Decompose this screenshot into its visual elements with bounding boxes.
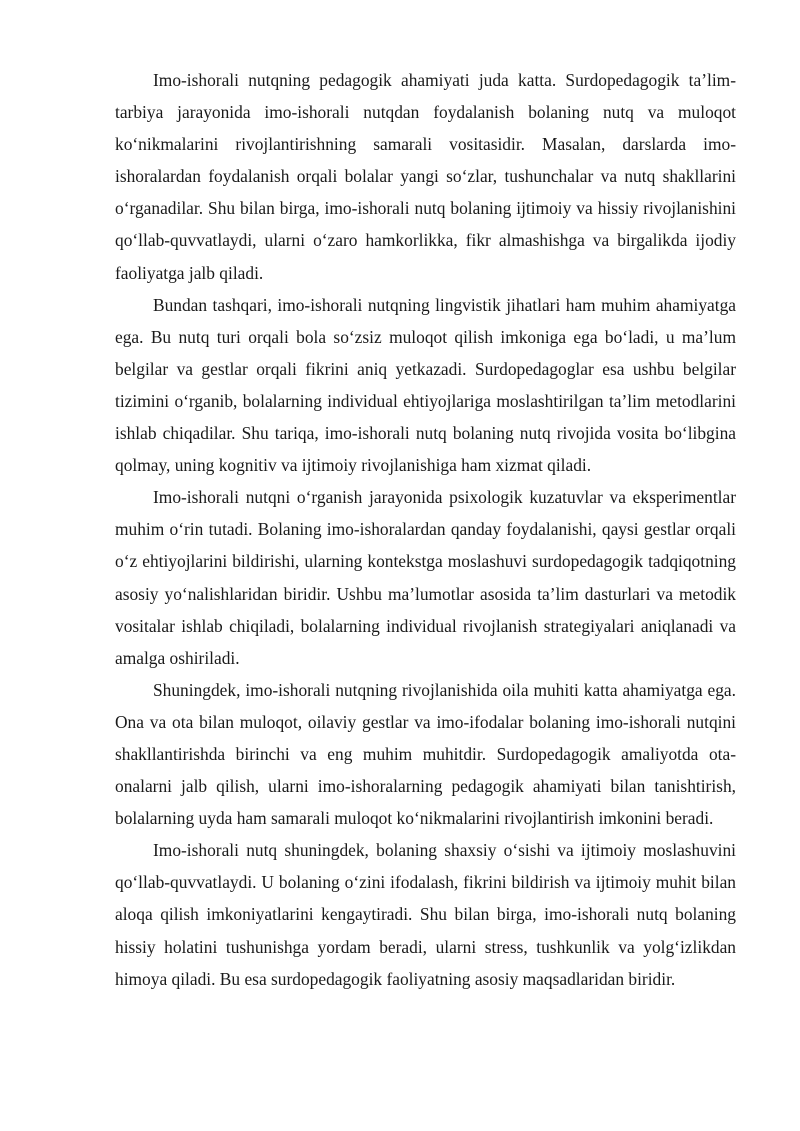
paragraph-4: Shuningdek, imo-ishorali nutqning rivojlanishida oila muhiti katta ahamiyatga ega. Ona va ota bilan muloqot, oilaviy gestlar va imo-ifodalar bolaning imo-ishorali nutqini shakllantirishda birinchi va eng muhim muhitdir. Surdopedagogik amaliyotda ota-onalarni jalb qilish, ularni imo-ishoralarning pedagogik ahamiyati bilan tanishtirish, bolalarning uyda ham samarali muloqot ko‘nikmalarini rivojlantirish imkonini beradi. xyxy=(115,679,736,829)
paragraph-2: Bundan tashqari, imo-ishorali nutqning lingvistik jihatlari ham muhim ahamiyatga ega. Bu nutq turi orqali bola so‘zsiz muloqot qilish imkoniga ega bo‘ladi, u ma’lum belgilar va gestlar orqali fikrini aniq yetkazadi. Surdopedagoglar esa ushbu belgilar tizimini o‘rganib, bolalarning individual ehtiyojlariga moslashtirilgan ta’lim metodlarini ishlab chiqadilar. Shu tariqa, imo-ishorali nutq bolaning nutq rivojida vosita bo‘libgina qolmay, uning kognitiv va ijtimoiy rivojlanishiga ham xizmat qiladi. xyxy=(115,294,736,476)
paragraph-3: Imo-ishorali nutqni o‘rganish jarayonida psixologik kuzatuvlar va eksperimentlar muhim o‘rin tutadi. Bolaning imo-ishoralardan qanday foydalanishi, qaysi gestlar orqali o‘z ehtiyojlarini bildirishi, ularning kontekstga moslashuvi surdopedagogik tadqiqotning asosiy yo‘nalishlaridan biridir. Ushbu ma’lumotlar asosida ta’lim dasturlari va metodik vositalar ishlab chiqiladi, bolalarning individual rivojlanish strategiyalari aniqlanadi va amalga oshiriladi. xyxy=(115,487,736,668)
document-page xyxy=(115,64,736,995)
paragraph-5: Imo-ishorali nutq shuningdek, bolaning shaxsiy o‘sishi va ijtimoiy moslashuvini qo‘llab-quvvatlaydi. U bolaning o‘zini ifodalash, fikrini bildirish va ijtimoiy muhit bilan aloqa qilish imkoniyatlarini kengaytiradi. Shu bilan birga, imo-ishorali nutq bolaning hissiy holatini tushunishga yordam beradi, ularni stress, tushkunlik va yolg‘izlikdan himoya qiladi. Bu esa surdopedagogik faoliyatning asosiy maqsadlaridan biridir. xyxy=(115,840,736,989)
paragraph-1: Imo-ishorali nutqning pedagogik ahamiyati juda katta. Surdopedagogik ta’lim-tarbiya jarayonida imo-ishorali nutqdan foydalanish bolaning nutq va muloqot ko‘nikmalarini rivojlantirishning samarali vositasidir. Masalan, darslarda imo-ishoralardan foydalanish orqali bolalar yangi so‘zlar, tushunchalar va nutq shakllarini o‘rganadilar. Shu bilan birga, imo-ishorali nutq bolaning ijtimoiy va hissiy rivojlanishini qo‘llab-quvvatlaydi, ularni o‘zaro hamkorlikka, fikr almashishga va birgalikda ijodiy faoliyatga jalb qiladi. xyxy=(115,70,736,283)
